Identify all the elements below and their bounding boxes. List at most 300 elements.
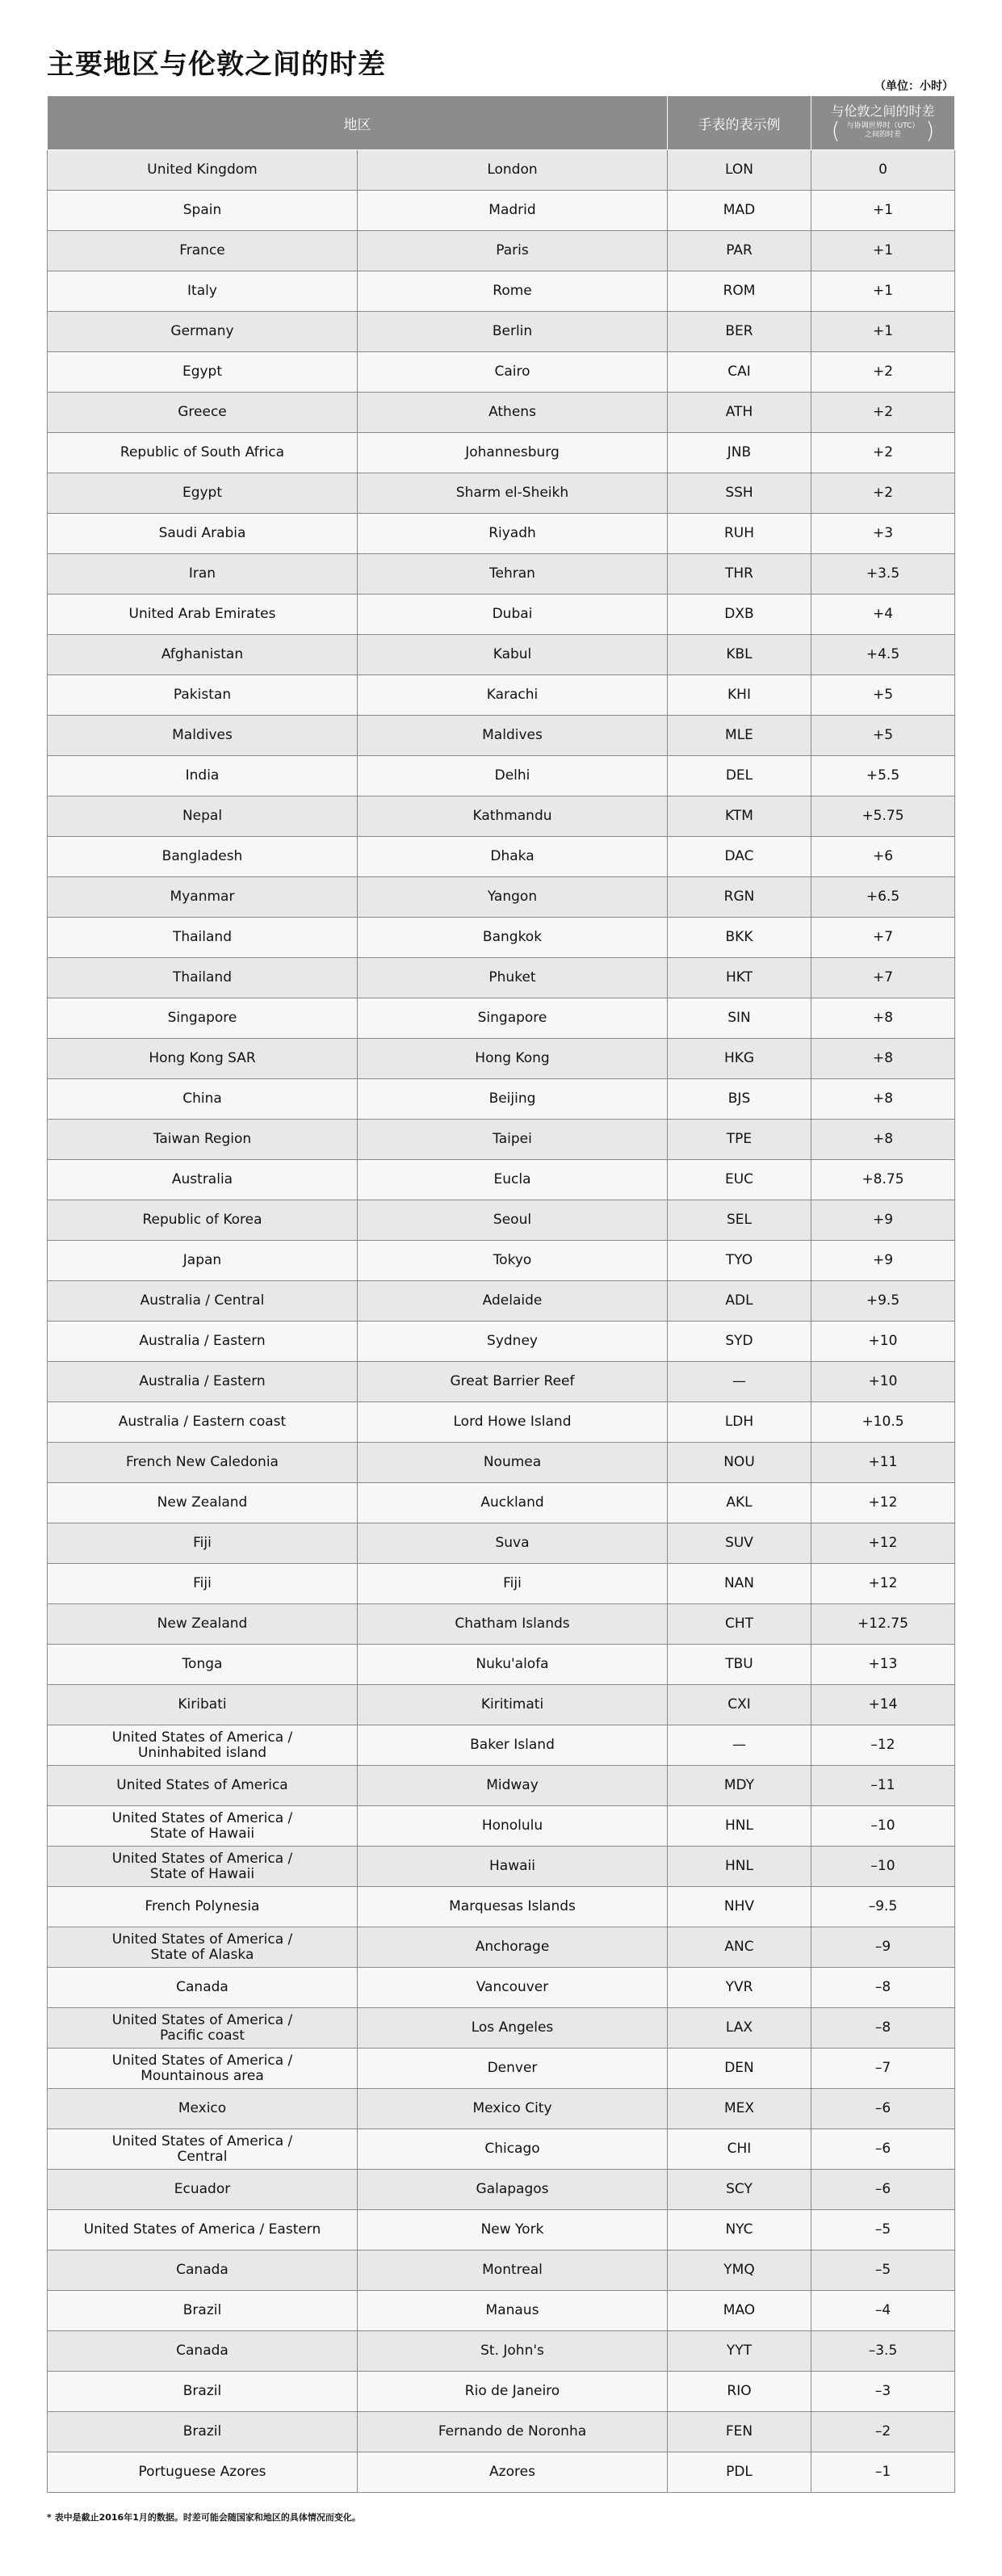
cell-code: CHI [668, 2129, 811, 2170]
table-row [48, 756, 955, 796]
cell-diff: +12 [811, 1483, 955, 1523]
cell-city: Madrid [358, 191, 668, 231]
cell-city: Manaus [358, 2291, 668, 2331]
table-row [48, 433, 955, 473]
cell-region: United States of America [48, 1766, 358, 1806]
cell-diff: –6 [811, 2089, 955, 2129]
cell-region: Tonga [48, 1645, 358, 1685]
cell-code: JNB [668, 433, 811, 473]
cell-code: TYO [668, 1241, 811, 1281]
cell-code: BKK [668, 918, 811, 958]
cell-code: MAO [668, 2291, 811, 2331]
table-row [48, 1685, 955, 1725]
cell-city: Auckland [358, 1483, 668, 1523]
cell-diff: +1 [811, 191, 955, 231]
cell-region: Portuguese Azores [48, 2452, 358, 2493]
table-row [48, 998, 955, 1039]
cell-code: CXI [668, 1685, 811, 1725]
cell-diff: +10 [811, 1362, 955, 1402]
header-diff-sub [811, 117, 954, 145]
table-row [48, 312, 955, 352]
cell-diff: –11 [811, 1766, 955, 1806]
cell-diff: +2 [811, 393, 955, 433]
cell-city: Singapore [358, 998, 668, 1039]
cell-city: Anchorage [358, 1927, 668, 1968]
cell-diff: +8.75 [811, 1160, 955, 1200]
table-row [48, 958, 955, 998]
cell-diff: +2 [811, 352, 955, 393]
cell-code: LON [668, 150, 811, 191]
cell-code: YYT [668, 2331, 811, 2372]
table-header [48, 96, 955, 150]
table-body [48, 150, 955, 2493]
cell-city: Taipei [358, 1120, 668, 1160]
header-region: 地区 [48, 96, 668, 150]
cell-code: MAD [668, 191, 811, 231]
cell-region: Hong Kong SAR [48, 1039, 358, 1079]
cell-code: NYC [668, 2210, 811, 2250]
cell-code: DEN [668, 2049, 811, 2089]
cell-diff: +9 [811, 1200, 955, 1241]
cell-code: NHV [668, 1887, 811, 1927]
cell-diff: –10 [811, 1806, 955, 1847]
cell-region: Australia [48, 1160, 358, 1200]
cell-code: HKG [668, 1039, 811, 1079]
cell-city: Johannesburg [358, 433, 668, 473]
cell-diff: –3.5 [811, 2331, 955, 2372]
cell-code: YMQ [668, 2250, 811, 2291]
table-row [48, 2291, 955, 2331]
cell-code: HKT [668, 958, 811, 998]
table-row [48, 877, 955, 918]
cell-city: Cairo [358, 352, 668, 393]
table-row [48, 271, 955, 312]
table-row [48, 1725, 955, 1766]
cell-diff: +1 [811, 271, 955, 312]
cell-diff: –3 [811, 2372, 955, 2412]
cell-diff: –8 [811, 1968, 955, 2008]
cell-diff: –6 [811, 2129, 955, 2170]
table-row [48, 1806, 955, 1847]
cell-code: KHI [668, 675, 811, 716]
cell-region: Iran [48, 554, 358, 595]
header-watch-code: 手表的表示例 [668, 96, 811, 150]
table-row [48, 796, 955, 837]
cell-code: YVR [668, 1968, 811, 2008]
cell-diff: +5.75 [811, 796, 955, 837]
table-row [48, 1200, 955, 1241]
table-row [48, 1039, 955, 1079]
cell-city: Karachi [358, 675, 668, 716]
cell-code: TBU [668, 1645, 811, 1685]
cell-city: Mexico City [358, 2089, 668, 2129]
cell-diff: +2 [811, 433, 955, 473]
cell-region: Maldives [48, 716, 358, 756]
cell-region: Fiji [48, 1523, 358, 1564]
cell-diff: +5 [811, 716, 955, 756]
cell-code: BER [668, 312, 811, 352]
page-title: 主要地区与伦敦之间的时差 [47, 48, 386, 81]
cell-region: Japan [48, 1241, 358, 1281]
cell-region: Republic of South Africa [48, 433, 358, 473]
cell-region: Pakistan [48, 675, 358, 716]
header-diff-sub-line2: 之间的时差 [864, 131, 901, 140]
table-row [48, 2129, 955, 2170]
cell-region: Spain [48, 191, 358, 231]
cell-city: Tehran [358, 554, 668, 595]
unit-label: （单位：小时） [874, 80, 954, 93]
table-row [48, 1645, 955, 1685]
cell-code: MEX [668, 2089, 811, 2129]
cell-code: BJS [668, 1079, 811, 1120]
table-row [48, 1483, 955, 1523]
cell-diff: –5 [811, 2250, 955, 2291]
cell-region: United Arab Emirates [48, 595, 358, 635]
table-row [48, 393, 955, 433]
cell-code: — [668, 1725, 811, 1766]
cell-region: New Zealand [48, 1483, 358, 1523]
table-row [48, 1523, 955, 1564]
cell-city: Fernando de Noronha [358, 2412, 668, 2452]
cell-city: London [358, 150, 668, 191]
cell-region: Brazil [48, 2412, 358, 2452]
cell-diff: 0 [811, 150, 955, 191]
cell-city: Dubai [358, 595, 668, 635]
table-row [48, 1160, 955, 1200]
cell-city: Eucla [358, 1160, 668, 1200]
cell-code: DXB [668, 595, 811, 635]
cell-city: Fiji [358, 1564, 668, 1604]
cell-region: Canada [48, 2331, 358, 2372]
cell-diff: +4.5 [811, 635, 955, 675]
cell-city: Riyadh [358, 514, 668, 554]
cell-city: Nuku'alofa [358, 1645, 668, 1685]
cell-city: Baker Island [358, 1725, 668, 1766]
cell-diff: +9.5 [811, 1281, 955, 1322]
cell-city: Honolulu [358, 1806, 668, 1847]
cell-region: France [48, 231, 358, 271]
cell-region: United States of America / State of Hawaii [48, 1847, 358, 1887]
table-row [48, 1927, 955, 1968]
cell-code: TPE [668, 1120, 811, 1160]
cell-code: — [668, 1362, 811, 1402]
cell-diff: –8 [811, 2008, 955, 2049]
cell-diff: –1 [811, 2452, 955, 2493]
cell-city: Yangon [358, 877, 668, 918]
cell-region: Thailand [48, 918, 358, 958]
cell-code: HNL [668, 1806, 811, 1847]
cell-city: Chicago [358, 2129, 668, 2170]
cell-diff: –9 [811, 1927, 955, 1968]
cell-region: Mexico [48, 2089, 358, 2129]
table-row [48, 473, 955, 514]
cell-region: Thailand [48, 958, 358, 998]
table-row [48, 2412, 955, 2452]
table-row [48, 2452, 955, 2493]
cell-diff: +12 [811, 1523, 955, 1564]
cell-diff: +4 [811, 595, 955, 635]
table-row [48, 2170, 955, 2210]
cell-region: Singapore [48, 998, 358, 1039]
cell-diff: +1 [811, 312, 955, 352]
cell-city: Adelaide [358, 1281, 668, 1322]
table-row [48, 1968, 955, 2008]
cell-diff: +8 [811, 998, 955, 1039]
cell-region: Myanmar [48, 877, 358, 918]
cell-code: SIN [668, 998, 811, 1039]
cell-code: ATH [668, 393, 811, 433]
cell-region: United States of America / State of Hawaii [48, 1806, 358, 1847]
cell-code: ADL [668, 1281, 811, 1322]
cell-region: Taiwan Region [48, 1120, 358, 1160]
cell-code: LDH [668, 1402, 811, 1443]
cell-diff: +6 [811, 837, 955, 877]
cell-code: MLE [668, 716, 811, 756]
cell-code: HNL [668, 1847, 811, 1887]
cell-diff: +6.5 [811, 877, 955, 918]
cell-city: Hawaii [358, 1847, 668, 1887]
cell-city: Phuket [358, 958, 668, 998]
cell-city: Los Angeles [358, 2008, 668, 2049]
cell-code: AKL [668, 1483, 811, 1523]
cell-diff: –10 [811, 1847, 955, 1887]
footnote: * 表中是截止2016年1月的数据。时差可能会随国家和地区的具体情况而变化。 [47, 2512, 361, 2523]
cell-region: United States of America / Central [48, 2129, 358, 2170]
table-row [48, 675, 955, 716]
table-row [48, 2372, 955, 2412]
cell-diff: +5 [811, 675, 955, 716]
cell-city: Delhi [358, 756, 668, 796]
cell-diff: +2 [811, 473, 955, 514]
cell-diff: +3 [811, 514, 955, 554]
cell-city: Rome [358, 271, 668, 312]
cell-region: United States of America / Uninhabited island [48, 1725, 358, 1766]
cell-code: RGN [668, 877, 811, 918]
cell-region: French Polynesia [48, 1887, 358, 1927]
cell-region: Brazil [48, 2372, 358, 2412]
table-row [48, 2250, 955, 2291]
cell-code: NOU [668, 1443, 811, 1483]
cell-diff: +8 [811, 1039, 955, 1079]
time-difference-table [47, 95, 955, 2493]
cell-code: KTM [668, 796, 811, 837]
cell-city: Montreal [358, 2250, 668, 2291]
cell-city: Hong Kong [358, 1039, 668, 1079]
cell-region: Kiribati [48, 1685, 358, 1725]
cell-region: United Kingdom [48, 150, 358, 191]
cell-code: SUV [668, 1523, 811, 1564]
cell-code: CAI [668, 352, 811, 393]
cell-city: Bangkok [358, 918, 668, 958]
cell-code: KBL [668, 635, 811, 675]
cell-diff: –2 [811, 2412, 955, 2452]
cell-code: SYD [668, 1322, 811, 1362]
cell-city: Paris [358, 231, 668, 271]
cell-region: Brazil [48, 2291, 358, 2331]
header-diff-sub-line1: 与协调世界时（UTC） [846, 122, 920, 131]
cell-city: Galapagos [358, 2170, 668, 2210]
cell-code: RUH [668, 514, 811, 554]
table-row [48, 1322, 955, 1362]
table-row [48, 1120, 955, 1160]
cell-code: NAN [668, 1564, 811, 1604]
cell-region: China [48, 1079, 358, 1120]
table-row [48, 191, 955, 231]
cell-region: United States of America / Mountainous area [48, 2049, 358, 2089]
cell-diff: +3.5 [811, 554, 955, 595]
cell-diff: +13 [811, 1645, 955, 1685]
table-row [48, 1564, 955, 1604]
cell-city: Noumea [358, 1443, 668, 1483]
table-row [48, 2331, 955, 2372]
table-row [48, 716, 955, 756]
cell-city: Rio de Janeiro [358, 2372, 668, 2412]
cell-region: United States of America / State of Alaska [48, 1927, 358, 1968]
cell-code: PAR [668, 231, 811, 271]
cell-diff: +8 [811, 1079, 955, 1120]
table-row [48, 352, 955, 393]
cell-region: Egypt [48, 473, 358, 514]
cell-diff: –6 [811, 2170, 955, 2210]
table-row [48, 1887, 955, 1927]
cell-diff: +9 [811, 1241, 955, 1281]
table-row [48, 554, 955, 595]
cell-region: Greece [48, 393, 358, 433]
table-row [48, 514, 955, 554]
cell-code: CHT [668, 1604, 811, 1645]
table-row [48, 837, 955, 877]
header-diff-main: 与伦敦之间的时差 [831, 103, 935, 119]
cell-diff: +12 [811, 1564, 955, 1604]
cell-city: Sydney [358, 1322, 668, 1362]
cell-diff: +10.5 [811, 1402, 955, 1443]
cell-diff: +7 [811, 958, 955, 998]
cell-city: Athens [358, 393, 668, 433]
cell-city: Great Barrier Reef [358, 1362, 668, 1402]
cell-region: Italy [48, 271, 358, 312]
cell-diff: +10 [811, 1322, 955, 1362]
cell-city: Maldives [358, 716, 668, 756]
cell-region: French New Caledonia [48, 1443, 358, 1483]
cell-region: Afghanistan [48, 635, 358, 675]
cell-code: DAC [668, 837, 811, 877]
cell-diff: –5 [811, 2210, 955, 2250]
cell-city: Kathmandu [358, 796, 668, 837]
cell-city: Azores [358, 2452, 668, 2493]
cell-city: Marquesas Islands [358, 1887, 668, 1927]
cell-region: Germany [48, 312, 358, 352]
cell-region: Canada [48, 1968, 358, 2008]
cell-code: SCY [668, 2170, 811, 2210]
cell-city: Sharm el-Sheikh [358, 473, 668, 514]
table-row [48, 595, 955, 635]
cell-city: Denver [358, 2049, 668, 2089]
cell-code: SSH [668, 473, 811, 514]
cell-diff: +5.5 [811, 756, 955, 796]
cell-region: Bangladesh [48, 837, 358, 877]
cell-city: Seoul [358, 1200, 668, 1241]
table-row [48, 1402, 955, 1443]
table-row [48, 2089, 955, 2129]
cell-region: United States of America / Pacific coast [48, 2008, 358, 2049]
cell-region: Fiji [48, 1564, 358, 1604]
cell-code: DEL [668, 756, 811, 796]
cell-region: Republic of Korea [48, 1200, 358, 1241]
cell-city: Suva [358, 1523, 668, 1564]
cell-region: Canada [48, 2250, 358, 2291]
table-row [48, 1362, 955, 1402]
table-row [48, 1604, 955, 1645]
cell-code: ANC [668, 1927, 811, 1968]
cell-region: India [48, 756, 358, 796]
cell-region: Egypt [48, 352, 358, 393]
cell-diff: +1 [811, 231, 955, 271]
cell-code: EUC [668, 1160, 811, 1200]
table-row [48, 1847, 955, 1887]
cell-city: Midway [358, 1766, 668, 1806]
cell-region: United States of America / Eastern [48, 2210, 358, 2250]
cell-code: THR [668, 554, 811, 595]
cell-region: Australia / Eastern [48, 1362, 358, 1402]
cell-code: ROM [668, 271, 811, 312]
cell-code: PDL [668, 2452, 811, 2493]
header-paren-open: ( [831, 117, 841, 145]
table-row [48, 918, 955, 958]
header-time-difference [811, 96, 955, 150]
table-row [48, 2008, 955, 2049]
cell-diff: +12.75 [811, 1604, 955, 1645]
cell-code: LAX [668, 2008, 811, 2049]
table-row [48, 1766, 955, 1806]
cell-diff: –9.5 [811, 1887, 955, 1927]
cell-diff: –12 [811, 1725, 955, 1766]
cell-city: Kiritimati [358, 1685, 668, 1725]
table-row [48, 635, 955, 675]
table-row [48, 2049, 955, 2089]
cell-city: Berlin [358, 312, 668, 352]
cell-city: Vancouver [358, 1968, 668, 2008]
cell-city: Chatham Islands [358, 1604, 668, 1645]
table-row [48, 1443, 955, 1483]
cell-region: Australia / Eastern [48, 1322, 358, 1362]
cell-code: SEL [668, 1200, 811, 1241]
cell-region: Ecuador [48, 2170, 358, 2210]
cell-region: Australia / Eastern coast [48, 1402, 358, 1443]
cell-region: Australia / Central [48, 1281, 358, 1322]
cell-region: Saudi Arabia [48, 514, 358, 554]
cell-diff: +11 [811, 1443, 955, 1483]
cell-city: Kabul [358, 635, 668, 675]
cell-diff: +14 [811, 1685, 955, 1725]
cell-code: FEN [668, 2412, 811, 2452]
cell-diff: +8 [811, 1120, 955, 1160]
cell-region: Nepal [48, 796, 358, 837]
cell-region: New Zealand [48, 1604, 358, 1645]
cell-diff: –4 [811, 2291, 955, 2331]
table-row [48, 1281, 955, 1322]
cell-code: RIO [668, 2372, 811, 2412]
cell-city: New York [358, 2210, 668, 2250]
cell-diff: –7 [811, 2049, 955, 2089]
table-row [48, 1241, 955, 1281]
table-row [48, 231, 955, 271]
cell-city: Tokyo [358, 1241, 668, 1281]
cell-city: Beijing [358, 1079, 668, 1120]
cell-city: St. John's [358, 2331, 668, 2372]
header-paren-close: ) [925, 117, 935, 145]
cell-diff: +7 [811, 918, 955, 958]
cell-city: Lord Howe Island [358, 1402, 668, 1443]
